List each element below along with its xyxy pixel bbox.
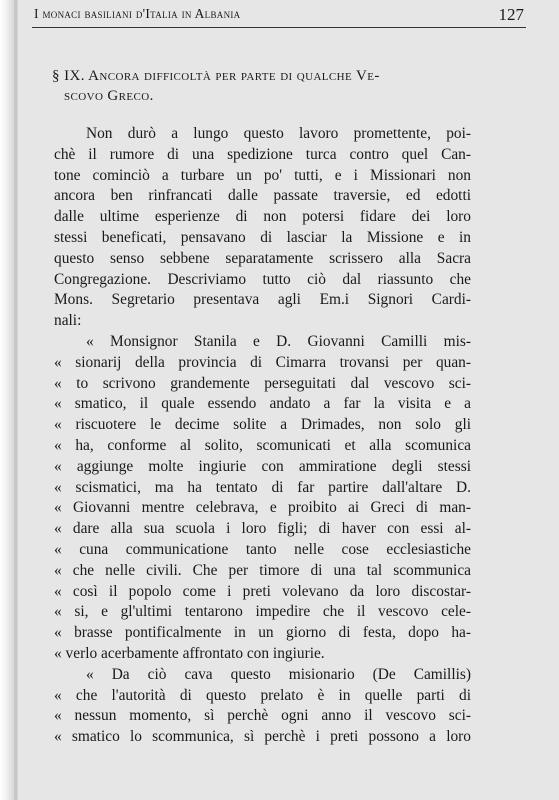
quotation-2 <box>54 665 471 748</box>
quote-line: « nessun momento, sì perchè ogni anno il vescovo sci- <box>54 707 471 725</box>
section-heading <box>52 66 502 106</box>
quote-line: « smatico, il quale essendo andato a far la visita e a <box>54 395 471 413</box>
section-heading-line-2: scovo Greco. <box>64 88 154 104</box>
spine-shadow <box>14 0 17 800</box>
text-line: chè il rumore di una spedizione turca contro quel Can- <box>54 145 471 163</box>
quote-line: « smatico lo scommunica, sì perchè i preti possono a loro <box>54 728 471 746</box>
quote-line: « così il popolo come i preti volevano da loro discostar- <box>54 582 471 600</box>
quote-line: « Monsignor Stanila e D. Giovanni Camilli mis- <box>86 332 471 350</box>
quote-line: « aggiunge molte ingiurie con ammiratione degli stessi <box>54 457 471 475</box>
text-line: questo senso sebbene separatamente scrissero alla Sacra <box>54 249 471 267</box>
quote-line: « cuna communicatione tanto nelle cose ecclesiastiche <box>54 540 471 558</box>
quote-line: « to scrivono grandemente perseguitati dal vescovo sci- <box>54 374 471 392</box>
quote-line: « si, e gl'ultimi tentarono impedire che il vescovo cele- <box>54 603 471 621</box>
header-rule <box>32 27 526 28</box>
section-heading-line-1: § IX. Ancora difficoltà per parte di qualche Ve- <box>52 68 380 84</box>
text-line: Non durò a lungo questo lavoro promettente, poi- <box>86 125 471 142</box>
quote-line: « ha, conforme al solito, scomunicati et alla scomunica <box>54 436 471 454</box>
quote-line: « che l'autorità di questo prelato è in quelle parti di <box>54 686 471 704</box>
text-line: stessi beneficati, pensavano di lasciar la Missione e in <box>54 228 471 246</box>
quote-line: « Da ciò cava questo misionario (De Camillis) <box>86 665 471 683</box>
quote-line: « Giovanni mentre celebrava, e proibito ai Greci di man- <box>54 499 471 517</box>
text-line: tone cominciò a turbare un po' tutti, e i Missionari non <box>54 166 471 184</box>
quote-line: « scismatici, ma ha tentato di far partire dall'altare D. <box>54 478 471 496</box>
running-title: I monaci basiliani d'Italia in Albania <box>34 6 241 21</box>
running-header <box>34 6 524 26</box>
quote-line: « riscuotere le decime solite a Drimades, non solo gli <box>54 416 471 434</box>
section-symbol: § <box>52 68 60 84</box>
quote-line: « verlo acerbamente affrontato con ingiurie. <box>54 644 325 662</box>
text-line: Mons. Segretario presentava agli Em.i Signori Cardi- <box>54 291 471 309</box>
text-line: nali: <box>54 312 82 330</box>
body-text <box>54 124 471 748</box>
quote-line: « sionarij della provincia di Cimarra trovansi per quan- <box>54 353 471 371</box>
quote-line: « brasse pontificalmente in un giorno di festa, dopo ha- <box>54 624 471 642</box>
quote-line: « che nelle civili. Che per timore di una tal scommunica <box>54 561 471 579</box>
text-line: Congregazione. Descriviamo tutto ciò dal riassunto che <box>54 270 471 288</box>
text-line: dalle ultime esperienze di non potersi fidare dei loro <box>54 208 471 226</box>
quote-line: « dare alla sua scuola i loro figli; di haver con essi al- <box>54 520 471 538</box>
paragraph-1 <box>54 124 471 332</box>
text-line: ancora ben rinfrancati dalle passate traversie, ed edotti <box>54 187 471 205</box>
quotation-1 <box>54 332 471 665</box>
page-number: 127 <box>498 5 524 24</box>
